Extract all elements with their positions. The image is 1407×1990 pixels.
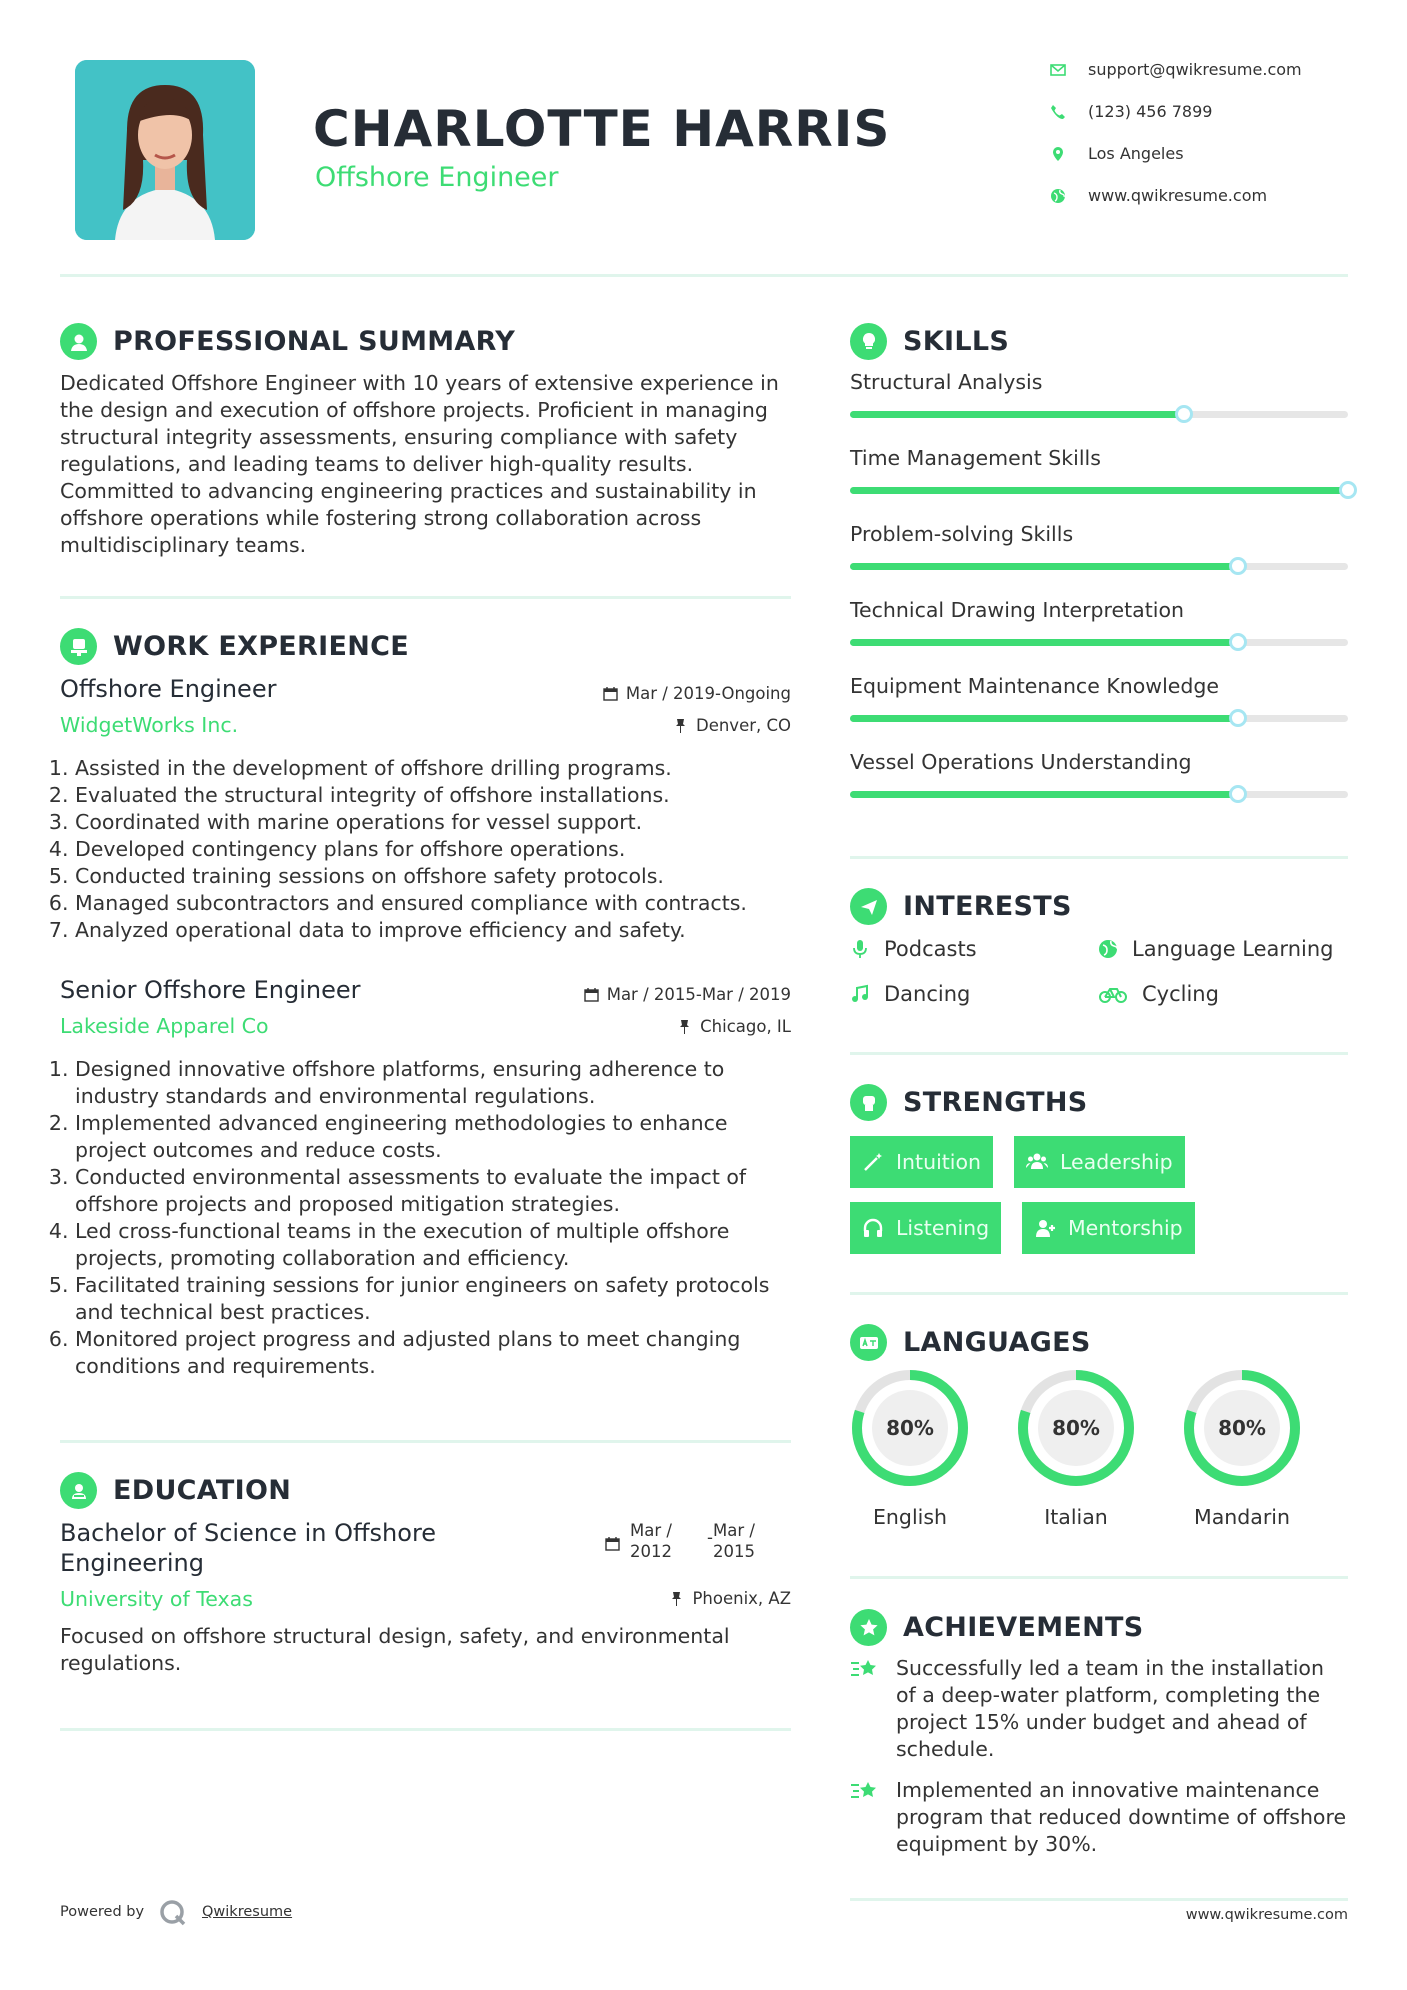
strength-label: Mentorship [1068,1216,1183,1240]
contact-location-text: Los Angeles [1088,144,1184,163]
strength-label: Leadership [1060,1150,1173,1174]
strength-label: Intuition [896,1150,982,1174]
skill-fill [850,791,1238,798]
list-item: 2. Evaluated the structural integrity of offshore installations. [75,782,797,809]
strength-tag-intuition [850,1136,993,1188]
list-item: 4. Developed contingency plans for offshore operations. [75,836,797,863]
skills-list [850,370,1348,826]
skills-divider [850,856,1348,859]
summary-heading [60,323,791,360]
users-icon [1026,1151,1048,1173]
shooting-star-icon [850,1657,880,1683]
pushpin-icon [673,718,688,733]
strengths-title: STRENGTHS [903,1087,1088,1118]
achievements-divider [850,1898,1348,1901]
list-item: 7. Analyzed operational data to improve efficiency and safety. [75,917,797,944]
work-divider [60,1440,791,1443]
skill-knob [1229,709,1247,727]
strengths-heading [850,1084,1348,1121]
interest-podcasts [850,937,977,961]
education-location-text: Phoenix, AZ [692,1589,791,1608]
skill-bar [850,563,1348,570]
skill-fill [850,563,1238,570]
achievement-text: Successfully led a team in the installation of a deep-water platform, completing the project 15% under budget and ahead of schedule. [896,1656,1324,1761]
candidate-role: Offshore Engineer [315,162,559,193]
achievement-item [850,1655,1348,1763]
language-card-icon [850,1324,887,1361]
job-1-responsibilities [57,755,797,944]
education-degree: Bachelor of Science in Offshore Engineering [60,1519,437,1577]
job-1-title: Offshore Engineer [60,675,277,703]
interest-dancing [850,982,970,1006]
skill-name: Vessel Operations Understanding [850,750,1192,774]
education-heading [60,1472,791,1509]
bicycle-icon [1098,984,1128,1004]
graduation-icon [60,1472,97,1509]
skill-item [850,370,1348,446]
job-2-responsibilities [57,1056,797,1380]
star-badge-icon [850,1609,887,1646]
education-school: University of Texas [60,1587,253,1611]
interest-label: Language Learning [1132,937,1334,961]
education-calendar-icon [605,1536,620,1555]
interest-language-learning [1098,937,1333,961]
strength-tag-leadership [1014,1136,1185,1188]
avatar [75,60,255,240]
skill-name: Problem-solving Skills [850,522,1074,546]
skill-bar [850,791,1348,798]
skill-bar [850,715,1348,722]
calendar-icon [584,987,599,1002]
music-note-icon [850,984,870,1004]
fist-icon [850,1084,887,1121]
list-item: 4. Led cross-functional teams in the execution of multiple offshore projects, promoting collaboration and efficiency. [75,1218,797,1272]
skill-name: Technical Drawing Interpretation [850,598,1184,622]
skill-bar [850,487,1348,494]
job-2-location-text: Chicago, IL [700,1017,791,1036]
achievements-heading [850,1609,1348,1646]
skill-knob [1175,405,1193,423]
skill-item [850,750,1348,826]
globe-icon [1050,188,1066,204]
qwikresume-logo [158,1898,188,1932]
skill-fill [850,715,1238,722]
calendar-icon [605,1536,620,1551]
interests-heading [850,888,1348,925]
strengths-divider [850,1292,1348,1295]
calendar-icon [603,686,618,701]
contact-website[interactable] [1050,186,1267,205]
skill-bar [850,639,1348,646]
job-2-date-text: Mar / 2015-Mar / 2019 [606,985,791,1004]
achievements-title: ACHIEVEMENTS [903,1612,1144,1643]
skill-item [850,522,1348,598]
job-2-title: Senior Offshore Engineer [60,976,361,1004]
skill-item [850,598,1348,674]
list-item: 2. Implemented advanced engineering methodologies to enhance project outcomes and reduce costs. [75,1110,797,1164]
skill-fill [850,487,1348,494]
magic-wand-icon [862,1151,884,1173]
skill-knob [1229,633,1247,651]
list-item: 1. Assisted in the development of offshore drilling programs. [75,755,797,782]
language-percent-label: 80% [886,1416,934,1440]
interest-label: Cycling [1142,982,1219,1006]
list-item: 5. Facilitated training sessions for junior engineers on safety protocols and technical best practices. [75,1272,797,1326]
job-1-date-text: Mar / 2019-Ongoing [625,684,791,703]
skill-knob [1339,481,1357,499]
education-location [480,1589,791,1608]
language-percent-label: 80% [1218,1416,1266,1440]
skills-title: SKILLS [903,326,1010,357]
footer-website-link[interactable]: www.qwikresume.com [1185,1907,1348,1923]
languages-rings [848,1368,1348,1488]
work-heading [60,628,791,665]
microphone-icon [850,939,870,959]
education-date-separator: - [707,1528,713,1547]
list-item: 6. Managed subcontractors and ensured compliance with contracts. [75,890,797,917]
footer-brand-link[interactable]: Qwikresume [202,1904,293,1920]
languages-heading [850,1324,1348,1361]
skill-bar [850,411,1348,418]
skill-item [850,446,1348,522]
strength-tag-listening [850,1202,1001,1254]
skills-heading [850,323,1348,360]
skill-knob [1229,557,1247,575]
list-item: 3. Coordinated with marine operations for vessel support. [75,809,797,836]
summary-text: Dedicated Offshore Engineer with 10 years of extensive experience in the design and execution of offshore projects. Proficient in managing structural integrity assessments, ensuring compliance with safety regulations, and leading teams to deliver high-quality results. Committed to advancing engineering practices and sustainability in offshore operations while fostering strong collaboration across multidisciplinary teams. [60,371,779,557]
contact-location [1050,144,1184,163]
skill-name: Time Management Skills [850,446,1101,470]
job-2-company: Lakeside Apparel Co [60,1014,269,1038]
languages-title: LANGUAGES [903,1327,1091,1358]
list-item: 6. Monitored project progress and adjusted plans to meet changing conditions and requirements. [75,1326,797,1380]
user-plus-icon [1034,1217,1056,1239]
education-title: EDUCATION [113,1475,292,1506]
job-1-company: WidgetWorks Inc. [60,713,239,737]
interest-label: Dancing [884,982,971,1006]
education-end: Mar / 2015 [713,1521,755,1561]
strength-label: Listening [896,1216,990,1240]
contact-website-text: www.qwikresume.com [1088,186,1268,205]
phone-icon [1050,104,1066,120]
strength-tag-mentorship [1022,1202,1195,1254]
achievement-item [850,1777,1348,1858]
language-name-english: English [872,1505,948,1529]
achievement-text: Implemented an innovative maintenance program that reduced downtime of offshore equipment by 30%. [896,1778,1347,1856]
job-1-date [480,684,791,703]
interests-divider [850,1052,1348,1055]
footer-powered-by: Powered by [60,1904,145,1920]
candidate-name: CHARLOTTE HARRIS [313,100,891,158]
user-icon [60,323,97,360]
envelope-icon [1050,62,1066,78]
summary-title: PROFESSIONAL SUMMARY [113,326,516,357]
list-item: 1. Designed innovative offshore platforms, ensuring adherence to industry standards and environmental regulations. [75,1056,797,1110]
contact-email-text: support@qwikresume.com [1088,60,1302,79]
q-logo-icon [158,1898,188,1928]
job-1-location [480,716,791,735]
paper-plane-icon [850,888,887,925]
contact-phone-text: (123) 456 7899 [1088,102,1213,121]
skill-name: Equipment Maintenance Knowledge [850,674,1220,698]
skill-name: Structural Analysis [850,370,1043,394]
interest-label: Podcasts [884,937,977,961]
contact-phone[interactable] [1050,102,1212,121]
list-item: 5. Conducted training sessions on offshore safety protocols. [75,863,797,890]
job-2-date [480,985,791,1004]
language-name-mandarin: Mandarin [1194,1505,1290,1529]
education-start: Mar / 2012 [630,1521,672,1561]
work-title: WORK EXPERIENCE [113,631,409,662]
list-item: 3. Conducted environmental assessments to evaluate the impact of offshore projects and proposed mitigation strategies. [75,1164,797,1218]
language-name-italian: Italian [1044,1505,1108,1529]
pushpin-icon [677,1019,692,1034]
headphones-icon [862,1217,884,1239]
education-divider [60,1728,791,1731]
summary-divider [60,596,791,599]
header-divider [60,274,1348,277]
language-percent-label: 80% [1052,1416,1100,1440]
skill-item [850,674,1348,750]
education-description: Focused on offshore structural design, safety, and environmental regulations. [60,1624,730,1675]
skill-fill [850,411,1184,418]
pushpin-icon [669,1591,684,1606]
interests-title: INTERESTS [903,891,1072,922]
globe-icon [1098,939,1118,959]
skill-knob [1229,785,1247,803]
map-pin-icon [1050,146,1066,162]
language-rings-chart [848,1368,1348,1488]
lightbulb-icon [850,323,887,360]
shooting-star-icon [850,1779,880,1805]
languages-divider [850,1576,1348,1579]
skill-fill [850,639,1238,646]
contact-email[interactable] [1050,60,1302,79]
job-2-location [480,1017,791,1036]
profile-photo [75,60,255,240]
briefcase-icon [60,628,97,665]
interest-cycling [1098,982,1219,1006]
job-1-location-text: Denver, CO [695,716,791,735]
